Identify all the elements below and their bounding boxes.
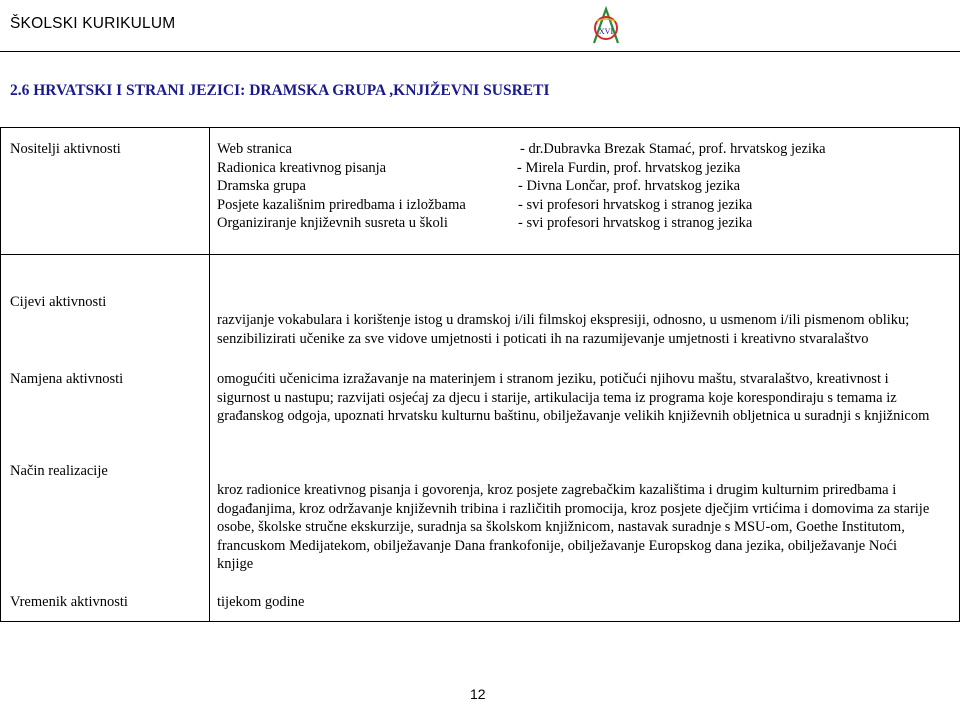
page-header bbox=[0, 0, 960, 56]
logo-text: XVI bbox=[598, 27, 614, 36]
person-item: - svi profesori hrvatskog i stranog jezika bbox=[518, 196, 753, 213]
person-item: - svi profesori hrvatskog i stranog jezika bbox=[518, 215, 753, 231]
column-divider bbox=[209, 127, 210, 622]
page-number: 12 bbox=[470, 686, 486, 702]
activity-item: Radionica kreativnog pisanja bbox=[217, 159, 387, 176]
row-divider bbox=[0, 254, 960, 255]
label-vremenik: Vremenik aktivnosti bbox=[10, 594, 128, 610]
school-logo-icon bbox=[588, 5, 624, 51]
activity-item: Dramska grupa bbox=[217, 178, 306, 194]
school-title: ŠKOLSKI KURIKULUM bbox=[10, 15, 176, 32]
activity-item: Posjete kazališnim priredbama i izložbama bbox=[217, 196, 466, 213]
label-nositelji: Nositelji aktivnosti bbox=[10, 141, 121, 157]
vremenik-text: tijekom godine bbox=[217, 594, 305, 610]
activity-item: Web stranica bbox=[217, 141, 292, 157]
cijevi-text: razvijanje vokabulara i korištenje istog u dramskoj i/ili filmskoj ekspresiji, odnosno, u usmenom i/ili pismenom obliku; senzibilizirati učenike za sve vidove umjetnosti i poticati ih na razumijevanje umjetnosti i kreativno stvaralaštvo bbox=[217, 312, 910, 347]
curriculum-table bbox=[0, 127, 960, 622]
label-cijevi: Cijevi aktivnosti bbox=[10, 294, 107, 310]
nacin-text: kroz radionice kreativnog pisanja i govorenja, kroz posjete zagrebačkim kazalištima i drugim kulturnim priredbama i događanjima, kroz održavanje književnih tribina i različitih promocija, kroz posjete dječjim vrtićima i domovima za starije osobe, školske stručne ekskurzije, suradnja sa školskom knjižnicom, nastavak suradnje s MSU-om, Goethe Institutom, francuskom Medijatekom, obilježavanje Dana frankofonije, obilježavanje Europskog dana jezika, obilježavanje Noći knjige bbox=[217, 482, 930, 572]
activity-item: Organiziranje književnih susreta u školi bbox=[217, 215, 448, 231]
person-item: - Mirela Furdin, prof. hrvatskog jezika bbox=[517, 159, 741, 176]
label-nacin: Način realizacije bbox=[10, 463, 108, 479]
table-border-bottom bbox=[0, 621, 960, 622]
table-border-left bbox=[0, 127, 1, 622]
section-title: 2.6 HRVATSKI I STRANI JEZICI: DRAMSKA GRUPA ,KNJIŽEVNI SUSRETI bbox=[10, 82, 550, 99]
header-divider bbox=[0, 51, 960, 52]
person-item: - dr.Dubravka Brezak Stamać, prof. hrvatskog jezika bbox=[520, 141, 826, 157]
label-namjena: Namjena aktivnosti bbox=[10, 371, 124, 387]
namjena-text: omogućiti učenicima izražavanje na materinjem i stranom jeziku, potičući njihovu maštu, stvaralaštvo, kreativnost i sigurnost u nastupu; razvijati osjećaj za djecu i starije, artikulacija tema iz programa koje korespondiraju s temama iz građanskog odgoja, upoznati hrvatsku kulturnu baštinu, obilježavanje velikih književnih obljetnica u suradnji s knjižnicom bbox=[217, 371, 930, 424]
table-border-top bbox=[0, 127, 960, 128]
person-item: - Divna Lončar, prof. hrvatskog jezika bbox=[518, 178, 741, 194]
